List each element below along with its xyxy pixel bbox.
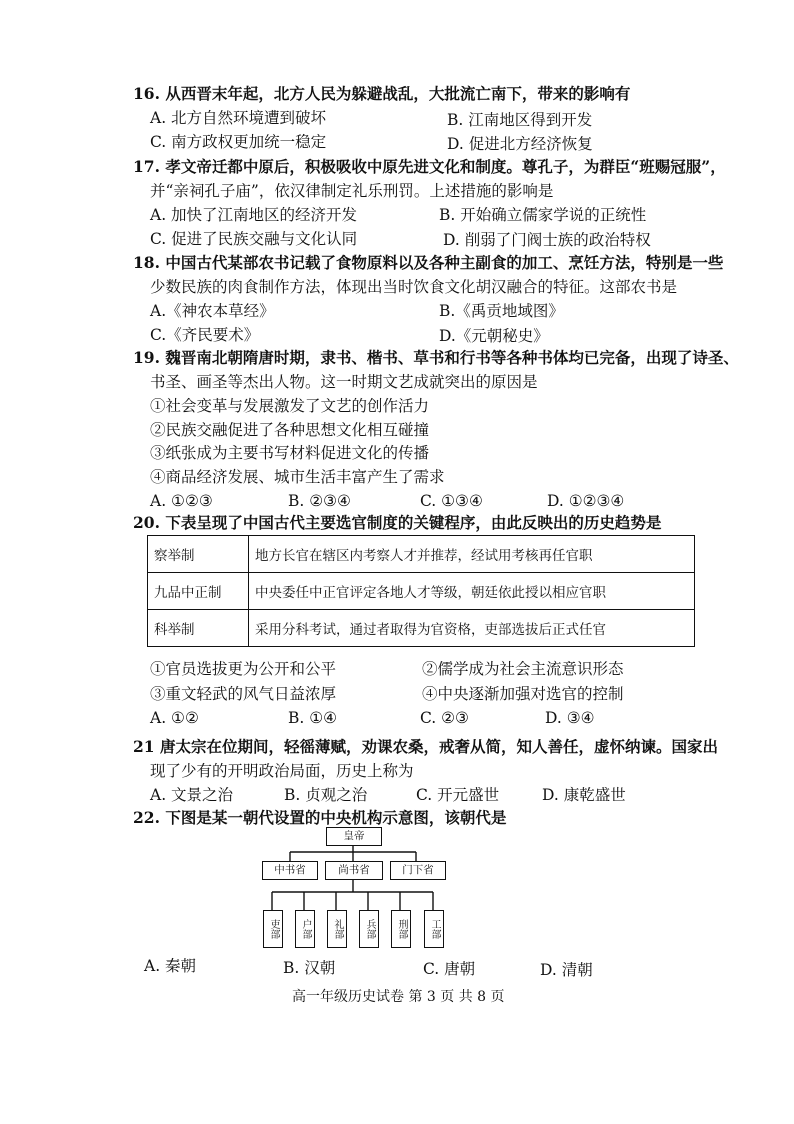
question-20-option-c: C. ②③ — [420, 709, 469, 727]
question-17-option-a: A. 加快了江南地区的经济开发 — [150, 206, 358, 224]
question-19-stem-line1: 19. 魏晋南北朝隋唐时期，隶书、楷书、草书和行书等各种书体均已完备，出现了诗圣、 — [133, 348, 739, 367]
central-government-diagram — [258, 826, 448, 954]
zhongshu-box: 中书省 — [262, 861, 318, 880]
menxia-box: 门下省 — [390, 861, 446, 880]
table-row — [148, 536, 695, 573]
question-22-option-c: C. 唐朝 — [423, 960, 476, 978]
question-21-option-a: A. 文景之治 — [150, 786, 234, 804]
question-17-option-d: D. 削弱了门阀士族的政治特权 — [443, 231, 651, 249]
question-22-option-a: A. 秦朝 — [144, 957, 197, 975]
question-16-option-d: D. 促进北方经济恢复 — [447, 135, 593, 153]
table-row — [148, 610, 695, 647]
page-footer: 高一年级历史试卷 第 3 页 共 8 页 — [292, 989, 505, 1005]
ministry-box-justice: 刑部 — [391, 910, 411, 948]
ministry-box-works: 工部 — [424, 910, 444, 948]
question-19-stem-line2: 书圣、画圣等杰出人物。这一时期文艺成就突出的原因是 — [150, 373, 538, 391]
question-20-statement-1: ①官员选拔更为公开和公平 — [150, 660, 337, 678]
question-21-option-d: D. 康乾盛世 — [542, 786, 626, 804]
question-20-option-d: D. ③④ — [545, 709, 595, 727]
shangshu-box: 尚书省 — [325, 861, 383, 880]
table-cell-system: 科举制 — [148, 610, 249, 647]
question-19-statement-2: ②民族交融促进了各种思想文化相互碰撞 — [150, 421, 430, 439]
question-22-option-b: B. 汉朝 — [283, 959, 336, 977]
question-20-statement-4: ④中央逐渐加强对选官的控制 — [422, 685, 624, 703]
table-cell-system: 察举制 — [148, 536, 249, 573]
question-20-statement-3: ③重文轻武的风气日益浓厚 — [150, 685, 337, 703]
table-cell-system: 九品中正制 — [148, 573, 249, 610]
question-17-option-c: C. 促进了民族交融与文化认同 — [150, 230, 358, 248]
question-17-option-b: B. 开始确立儒家学说的正统性 — [439, 206, 647, 224]
question-18-option-d: D.《元朝秘史》 — [439, 327, 549, 345]
ministry-box-hu: 户部 — [295, 910, 315, 948]
emperor-box: 皇帝 — [326, 827, 382, 846]
question-19-option-b: B. ②③④ — [288, 492, 351, 510]
question-16-option-c: C. 南方政权更加统一稳定 — [150, 133, 327, 151]
question-20-statement-2: ②儒学成为社会主流意识形态 — [422, 660, 624, 678]
table-cell-process: 地方长官在辖区内考察人才并推荐，经试用考核再任官职 — [249, 536, 695, 573]
ministry-box-war: 兵部 — [359, 910, 379, 948]
question-17-stem-line1: 17. 孝文帝迁都中原后，积极吸收中原先进文化和制度。尊孔子，为群臣“班赐冠服”， — [133, 157, 726, 176]
question-20-stem: 20. 下表呈现了中国古代主要选官制度的关键程序，由此反映出的历史趋势是 — [133, 513, 662, 532]
question-18-stem-line1: 18. 中国古代某部农书记载了食物原料以及各种主副食的加工、烹饪方法，特别是一些 — [133, 253, 724, 272]
question-16-option-b: B. 江南地区得到开发 — [447, 111, 593, 129]
question-18-stem-line2: 少数民族的肉食制作方法，体现出当时饮食文化胡汉融合的特征。这部农书是 — [150, 278, 678, 296]
question-20-option-a: A. ①② — [150, 709, 199, 727]
question-22-option-d: D. 清朝 — [540, 961, 593, 979]
question-21-option-c: C. 开元盛世 — [416, 786, 500, 804]
question-16-option-a: A. 北方自然环境遭到破坏 — [150, 109, 327, 127]
question-19-option-c: C. ①③④ — [420, 492, 483, 510]
selection-system-table — [147, 535, 695, 647]
question-19-statement-1: ①社会变革与发展激发了文艺的创作活力 — [150, 397, 430, 415]
question-18-option-b: B.《禹贡地域图》 — [439, 302, 564, 320]
table-row — [148, 573, 695, 610]
question-21-stem-line1: 21 唐太宗在位期间，轻徭薄赋，劝课农桑，戒奢从简，知人善任，虚怀纳谏。国家出 — [133, 737, 718, 756]
question-19-statement-4: ④商品经济发展、城市生活丰富产生了需求 — [150, 468, 445, 486]
question-16-stem: 16. 从西晋末年起，北方人民为躲避战乱，大批流亡南下，带来的影响有 — [133, 84, 631, 103]
table-cell-process: 中央委任中正官评定各地人才等级，朝廷依此授以相应官职 — [249, 573, 695, 610]
question-17-stem-line2: 并“亲祠孔子庙”，依汉律制定礼乐刑罚。上述措施的影响是 — [150, 182, 554, 200]
question-21-stem-line2: 现了少有的开明政治局面，历史上称为 — [150, 762, 414, 780]
ministry-box-rites: 礼部 — [327, 910, 347, 948]
question-19-option-a: A. ①②③ — [150, 492, 213, 510]
question-19-option-d: D. ①②③④ — [547, 492, 625, 510]
table-cell-process: 采用分科考试，通过者取得为官资格，吏部选拔后正式任官 — [249, 610, 695, 647]
question-22-stem: 22. 下图是某一朝代设置的中央机构示意图，该朝代是 — [133, 808, 507, 827]
question-18-option-a: A.《神农本草经》 — [150, 302, 275, 320]
ministry-box-li: 吏部 — [263, 910, 283, 948]
question-21-option-b: B. 贞观之治 — [284, 786, 368, 804]
question-18-option-c: C.《齐民要术》 — [150, 326, 260, 344]
question-20-option-b: B. ①④ — [288, 709, 338, 727]
question-19-statement-3: ③纸张成为主要书写材料促进文化的传播 — [150, 444, 430, 462]
